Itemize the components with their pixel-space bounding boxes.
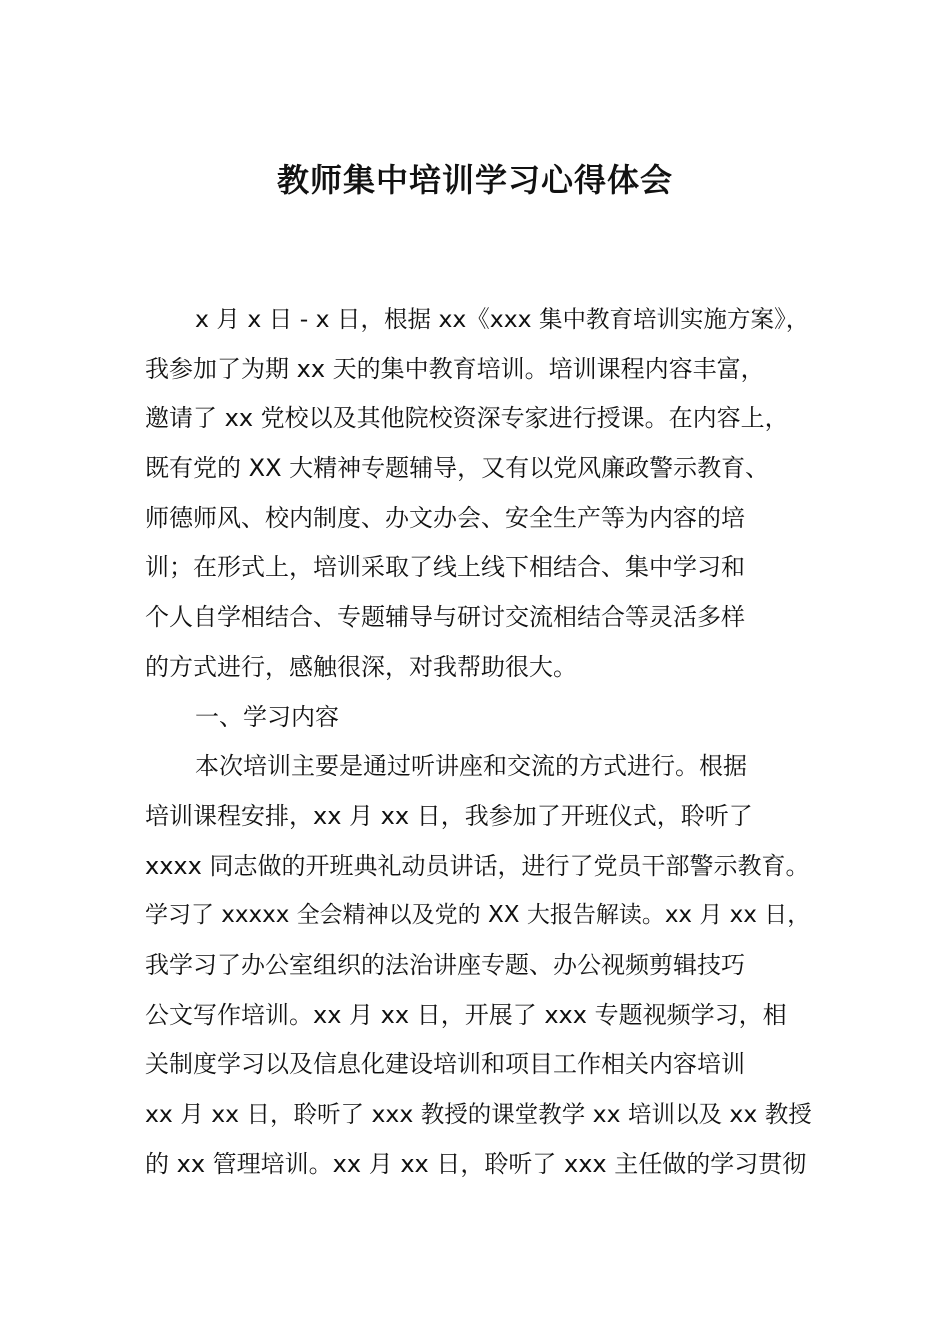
text-line: xxxx 同志做的开班典礼动员讲话，进行了党员干部警示教育。 [145,851,810,880]
document-body [145,295,815,1189]
text-line: x 月 x 日 - x 日，根据 xx《xxx 集中教育培训实施方案》， [195,305,810,333]
text-line: 公文写作培训。xx 月 xx 日，开展了 xxx 专题视频学习，相 [145,1000,787,1029]
text-line: 我参加了为期 xx 天的集中教育培训。培训课程内容丰富， [145,354,765,383]
text-line: 的 xx 管理培训。xx 月 xx 日，聆听了 xxx 主任做的学习贯彻 [145,1149,807,1178]
text-line: 师德师风、校内制度、办文办会、安全生产等为内容的培 [145,503,745,532]
text-line: 我学习了办公室组织的法治讲座专题、办公视频剪辑技巧 [145,950,745,979]
text-line: 学习了 xxxxx 全会精神以及党的 XX 大报告解读。xx 月 xx 日， [145,902,811,929]
text-line: 个人自学相结合、专题辅导与研讨交流相结合等灵活多样 [145,603,745,632]
document-title: 教师集中培训学习心得体会 [276,161,673,199]
text-line: 本次培训主要是通过听讲座和交流的方式进行。根据 [195,752,747,781]
text-line: 邀请了 xx 党校以及其他院校资深专家进行授课。在内容上， [145,404,789,433]
text-line: 一、学习内容 [195,702,339,731]
text-line: 培训课程安排，xx 月 xx 日，我参加了开班仪式，聆听了 [145,801,753,830]
text-line: 的方式进行，感触很深，对我帮助很大。 [145,652,577,681]
text-line: 训；在形式上，培训采取了线上线下相结合、集中学习和 [145,553,745,582]
text-line: xx 月 xx 日，聆听了 xxx 教授的课堂教学 xx 培训以及 xx 教授 [145,1100,812,1128]
text-line: 关制度学习以及信息化建设培训和项目工作相关内容培训 [145,1050,745,1079]
text-line: 既有党的 XX 大精神专题辅导，又有以党风廉政警示教育、 [145,454,770,483]
